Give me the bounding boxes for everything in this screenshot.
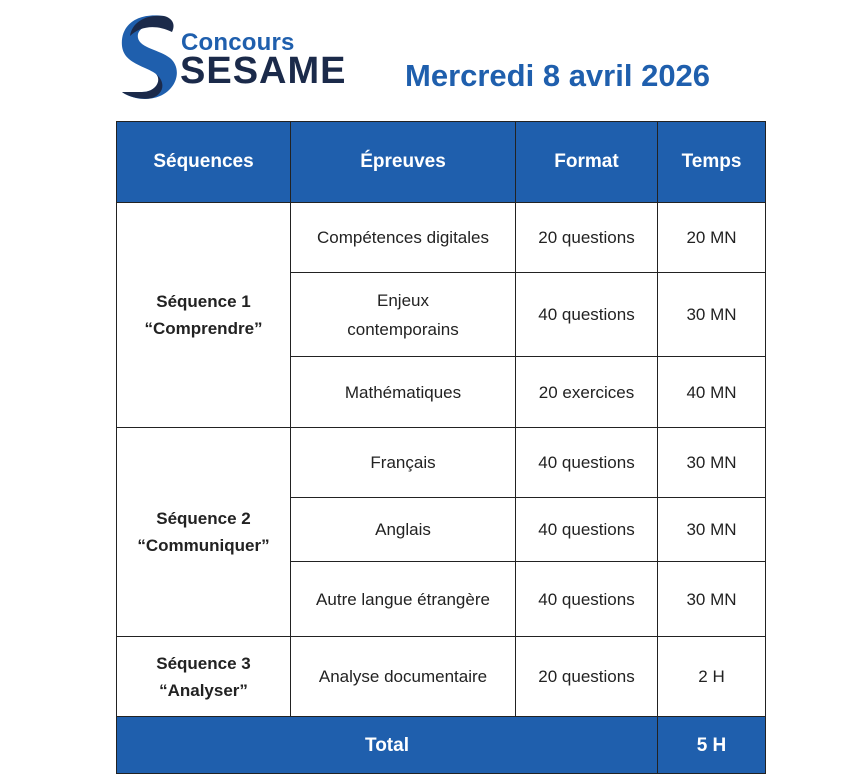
logo-text-concours: Concours: [181, 29, 295, 56]
sequence-subtitle: “Communiquer”: [137, 536, 270, 555]
temps-cell: 40 MN: [658, 357, 766, 428]
format-cell: 20 exercices: [516, 357, 658, 428]
format-cell: 40 questions: [516, 498, 658, 562]
column-header-sequences: Séquences: [117, 122, 291, 203]
total-value: 5 H: [658, 717, 766, 774]
epreuve-cell: Mathématiques: [291, 357, 516, 428]
column-header-epreuves: Épreuves: [291, 122, 516, 203]
schedule-table: [116, 121, 766, 774]
temps-cell: 20 MN: [658, 203, 766, 273]
sequence-title: Séquence 3: [156, 653, 251, 673]
column-header-format: Format: [516, 122, 658, 203]
sequence-cell: [117, 428, 291, 637]
sequence-subtitle: “Analyser”: [159, 680, 248, 700]
format-cell: 40 questions: [516, 273, 658, 357]
epreuve-cell: Autre langue étrangère: [291, 562, 516, 637]
sequence-title: Séquence 1: [156, 292, 251, 311]
epreuve-cell: Français: [291, 428, 516, 498]
total-row: [117, 717, 766, 774]
table-row: [117, 428, 766, 498]
temps-cell: 30 MN: [658, 428, 766, 498]
table-header-row: [117, 122, 766, 203]
column-header-temps: Temps: [658, 122, 766, 203]
table-row: [117, 637, 766, 717]
format-cell: 40 questions: [516, 562, 658, 637]
logo-text-sesame: SESAME: [180, 50, 347, 92]
epreuve-cell: Enjeux contemporains: [291, 273, 516, 357]
temps-cell: 30 MN: [658, 498, 766, 562]
sesame-logo-icon: [116, 12, 188, 100]
temps-cell: 2 H: [658, 637, 766, 717]
epreuve-cell: Analyse documentaire: [291, 637, 516, 717]
format-cell: 40 questions: [516, 428, 658, 498]
sequence-cell: [117, 637, 291, 717]
sequence-subtitle: “Comprendre”: [144, 319, 263, 338]
epreuve-cell: Anglais: [291, 498, 516, 562]
epreuve-cell: Compétences digitales: [291, 203, 516, 273]
temps-cell: 30 MN: [658, 562, 766, 637]
page-header: [0, 0, 864, 118]
exam-date: Mercredi 8 avril 2026: [405, 58, 711, 93]
sequence-title: Séquence 2: [156, 509, 251, 528]
format-cell: 20 questions: [516, 203, 658, 273]
table-row: [117, 203, 766, 273]
total-label: Total: [117, 717, 658, 774]
format-cell: 20 questions: [516, 637, 658, 717]
temps-cell: 30 MN: [658, 273, 766, 357]
sequence-cell: [117, 203, 291, 428]
